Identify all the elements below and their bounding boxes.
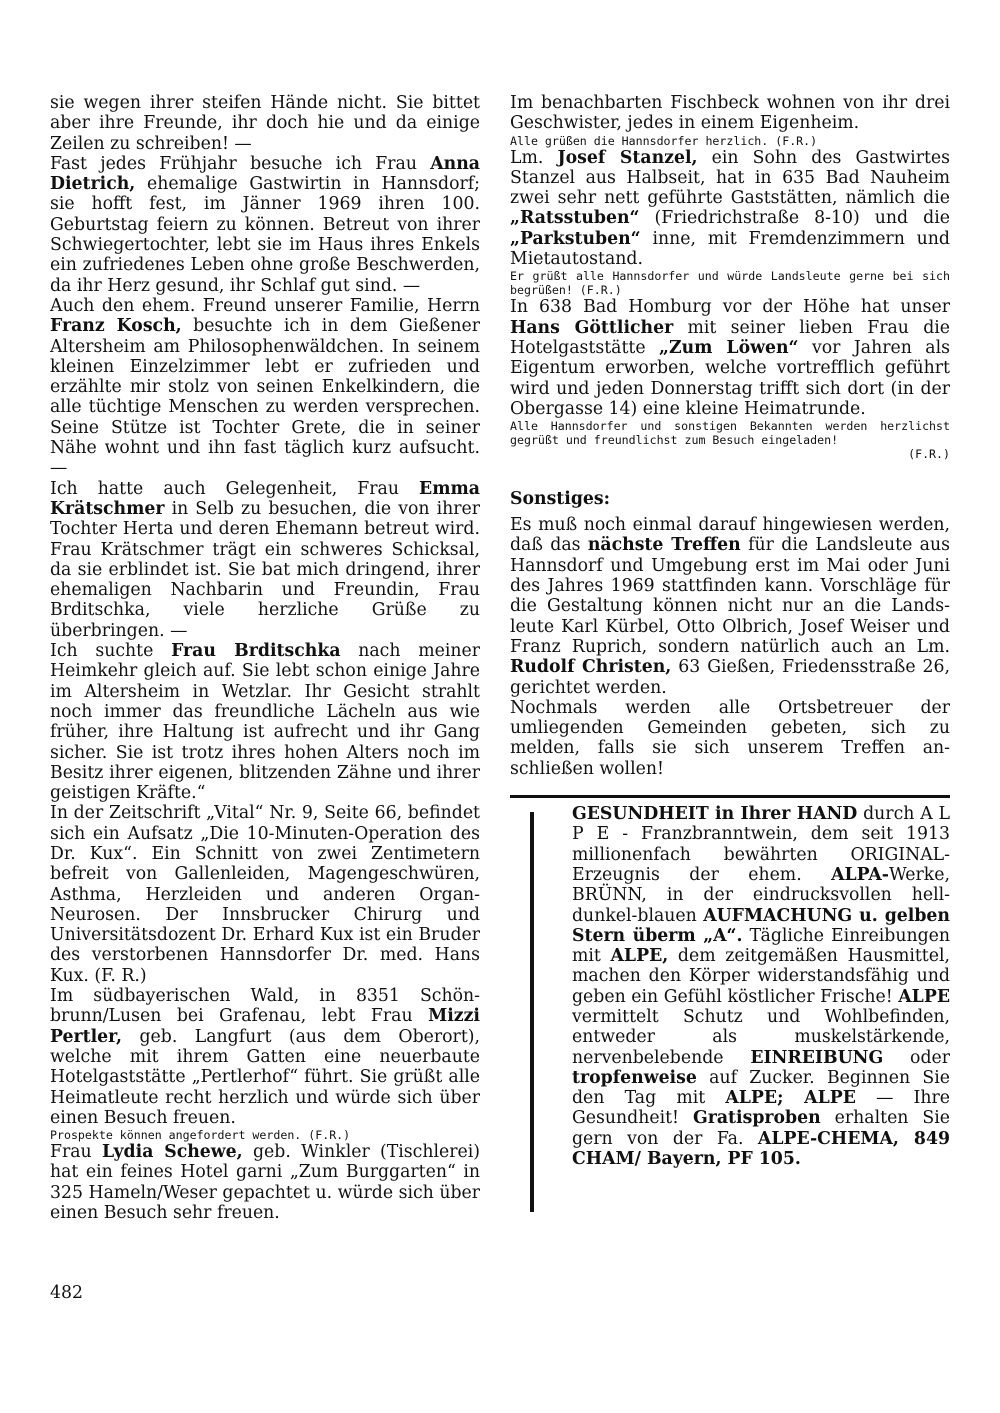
paragraph: Im benachbarten Fischbeck wohnen von ihr drei Geschwister, jedes in einem Eigenheim. [510, 93, 950, 134]
advert-bar [530, 812, 534, 1212]
paragraph: Frau Lydia Schewe, geb. Winkler (Tischlerei) hat ein feines Hotel garni „Zum Burggarten“ in 325 Hameln/Weser gepachtet u. würde sich über einen Besuch sehr freuen. [50, 1142, 480, 1224]
paragraph: In der Zeitschrift „Vital“ Nr. 9, Seite 66, befindet sich ein Aufsatz „Die 10-Minuten-Operation des Dr. Kux“. Ein Schnitt von zwei Zentimetern befreit von Gallenleiden, Magengeschwüren, Asthma, Herzleiden und anderen Organ-Neurosen. Der Innsbrucker Chirurg und Universitätsdozent Dr. Erhard Kux ist ein Bruder des verstorbenen Hannsdorfer Dr. med. Hans Kux. (F. R.) [50, 803, 480, 986]
small-note: Alle grüßen die Hannsdorfer herzlich. (F.R.) [510, 133, 818, 148]
person-name: Mizzi Pertler, [50, 1006, 480, 1047]
person-name: Frau Brditschka [171, 641, 341, 662]
business-name: „Ratsstuben“ [510, 208, 640, 229]
small-note: Er grüßt alle Hannsdorfer und würde Landsleute gerne bei sich begrüßen! (F.R.) [510, 269, 950, 298]
paragraph: Im südbayerischen Wald, in 8351 Schönbrunn/Lusen bei Grafenau, lebt Frau Mizzi Pertler, geb. Langfurt (aus dem Oberort), welche mit ihrem Gatten eine neuerbaute Hotelgaststätte „Pertlerhof“ führt. Sie grüßt alle Heimatleute recht herzlich und würde sich über einen Besuch freuen. [50, 986, 480, 1128]
paragraph: Es muß noch einmal darauf hingewiesen werden, daß das nächste Treffen für die Landsleute aus Hannsdorf und Umgebung erst im Mai oder Juni des Jahres 1969 stattfinden kann. Vorschläge für die Gestaltung können nicht nur an die Landsleute Karl Kürbel, Otto Olbrich, Josef Weiser und Franz Ruprich, sondern natürlich auch an Lm. Rudolf Christen, 63 Gießen, Friedensstraße 26, gerichtet werden. [510, 515, 950, 698]
paragraph: Fast jedes Frühjahr besuche ich Frau Anna Dietrich, ehemalige Gastwirtin in Hannsdorf; sie hofft fest, im Jänner 1969 ihren 100. Geburtstag feiern zu können. Betreut von ihrer Schwiegertochter, lebt sie im Haus ihres Enkels ein zufriedenes Leben ohne große Beschwerden, da ihr Herz gesund, ihr Schlaf gut sind. — [50, 153, 480, 296]
paragraph: Ich hatte auch Gelegenheit, Frau Emma Krätschmer in Selb zu besuchen, die von ihrer Tochter Herta und deren Ehemann betreut wird. Frau Krätschmer trägt ein schweres Schicksal, da sie erblindet ist. Sie bat mich dringend, ihrer ehemaligen Nachbarin und Freundin, Frau Brditschka, viele herzliche Grüße zu überbringen. — [50, 478, 480, 641]
small-note-signature: (F.R.) [908, 447, 950, 462]
paragraph: sie wegen ihrer steifen Hände nicht. Sie bittet aber ihre Freunde, ihr doch hie und da einige Zeilen zu schreiben! — [50, 93, 480, 154]
paragraph: Nochmals werden alle Ortsbetreuer der umliegenden Gemeinden gebeten, sich zu melden, falls sie sich unserem Treffen anschließen wollen! [510, 697, 950, 779]
person-name: Rudolf Christen, [510, 657, 672, 678]
business-name: „Zum Löwen“ [659, 337, 799, 358]
person-name: Franz Kosch, [50, 316, 182, 337]
small-note: Prospekte können angefordert werden. (F.R.) [50, 1128, 351, 1143]
page-number: 482 [50, 1283, 83, 1303]
person-name: Anna Dietrich, [50, 153, 480, 195]
right-column [510, 93, 950, 1169]
left-column [50, 93, 480, 1223]
person-name: Hans Göttlicher [510, 317, 674, 338]
paragraph: Lm. Josef Stanzel, ein Sohn des Gastwirtes Stanzel aus Halbseit, hat in 635 Bad Nauheim zwei sehr nett geführte Gaststätten, nämlich die „Ratsstuben“ (Friedrichstraße 8-10) und die „Parkstuben“ inne, mit Fremdenzimmern und Mietautostand. [510, 147, 950, 270]
section-heading: Sonstiges: [510, 489, 611, 510]
person-name: Josef Stanzel, [557, 147, 698, 168]
business-name: „Parkstuben“ [510, 228, 641, 249]
advertisement [510, 804, 950, 1169]
paragraph: Auch den ehem. Freund unserer Familie, Herrn Franz Kosch, besuchte ich in dem Gießener Altersheim am Philosophenwäldchen. In seinem kleinen Einzelzimmer lebt er zufrieden und erzählte mir stolz von seinen Enkelkindern, die alle tüchtige Menschen zu werden versprechen. Seine Stütze ist Tochter Grete, die in seiner Nähe wohnt und ihn fast täglich kurz aufsucht. — [50, 295, 480, 479]
paragraph: In 638 Bad Homburg vor der Höhe hat unser Hans Göttlicher mit seiner lieben Frau die Hotelgaststätte „Zum Löwen“ vor Jahren als Eigentum erworben, welche vortrefflich geführt wird und jeden Donnerstag trifft sich dort (in der Obergasse 14) eine kleine Heimatrunde. [510, 297, 951, 419]
small-note: Alle Hannsdorfer und sonstigen Bekannten werden herzlichst gegrüßt und freundlichst zum Besuch eingeladen! [510, 419, 950, 448]
divider [510, 795, 950, 798]
advert-text: GESUNDHEIT in Ihrer HAND durch A L P E - Franzbranntwein, dem seit 1913 millionenfach bewährten ORIGINAL-Erzeugnis der ehem. ALPA-Werke, BRÜNN, in der eindrucksvollen hell-dunkel-blauen AUFMACHUNG u. gelben Stern überm „A“. Tägliche Einreibungen mit ALPE, dem zeitgemäßen Hausmittel, machen den Körper widerstandsfähig und geben ein Gefühl köstlicher Frische! ALPE vermittelt Schutz und Wohlbefinden, entweder als muskelstärkende, nervenbelebende EINREIBUNG oder tropfenweise auf Zucker. Beginnen Sie den Tag mit ALPE; ALPE — Ihre Gesundheit! Gratisproben erhalten Sie gern von der Fa. ALPE-CHEMA, 849 CHAM/ Bayern, PF 105. [572, 804, 951, 1170]
paragraph: Ich suchte Frau Brditschka nach meiner Heimkehr gleich auf. Sie lebt schon einige Jahre im Altersheim in Wetzlar. Ihr Gesicht strahlt noch immer das freundliche Lächeln aus wie früher, ihre Haltung ist aufrecht und ihr Gang sicher. Sie ist trotz ihres hohen Alters noch im Besitz ihrer eigenen, blitzenden Zähne und ihrer geistigen Kräfte.“ [50, 641, 480, 804]
person-name: Lydia Schewe, [101, 1142, 243, 1163]
emphasis: nächste Treffen [587, 535, 741, 556]
person-name: Emma Krätschmer [50, 478, 480, 519]
